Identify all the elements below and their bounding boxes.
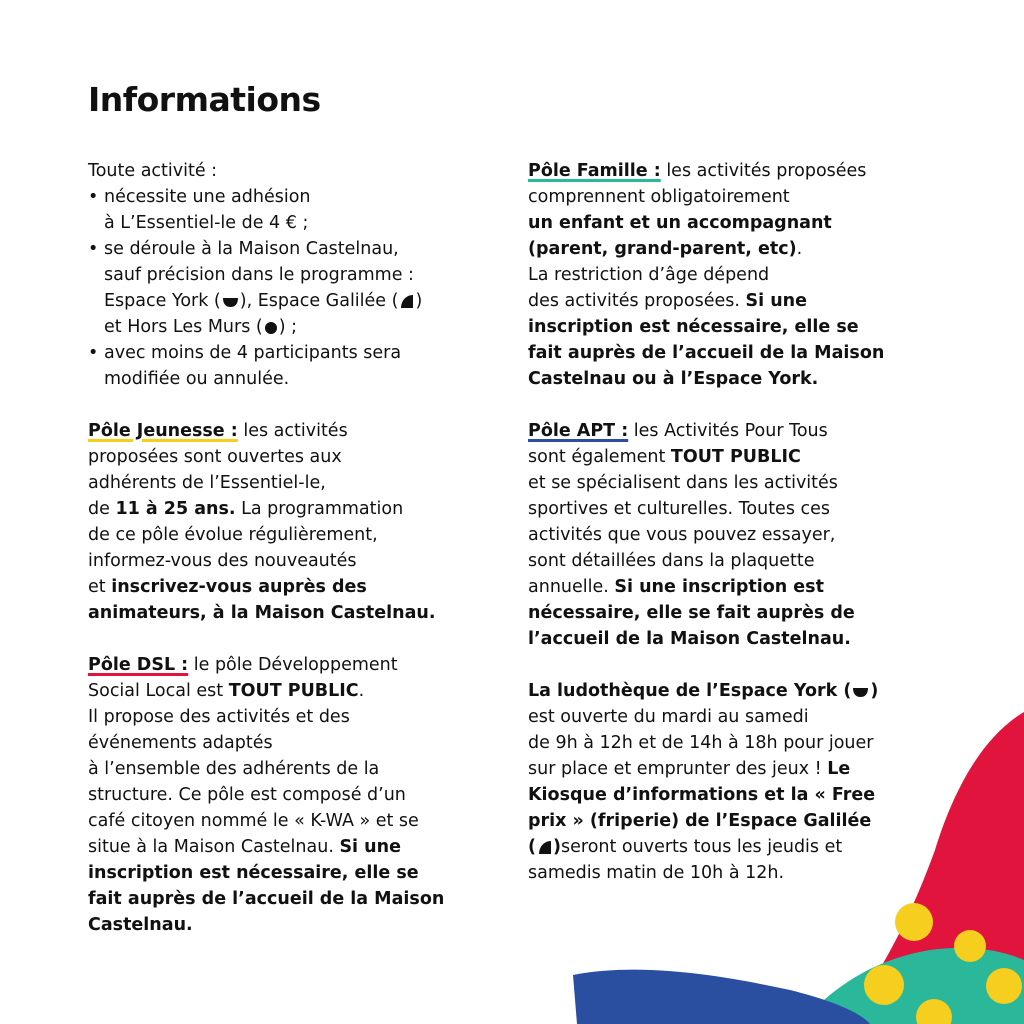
body-text: à l’ensemble des adhérents de la	[88, 759, 380, 779]
condition-text: )	[415, 291, 423, 311]
emphasis-text: nécessaire, elle se fait auprès de	[528, 603, 855, 623]
body-text: les activités proposées	[660, 161, 867, 181]
emphasis-text: Si une	[745, 291, 807, 311]
body-text: sont détaillées dans la plaquette	[528, 551, 815, 571]
condition-text: à L’Essentiel-le de 4 € ;	[104, 213, 309, 233]
condition-location	[88, 236, 508, 340]
pole-dsl-label: Pôle DSL :	[88, 655, 189, 675]
body-text: sont également	[528, 447, 671, 467]
condition-text: sauf précision dans le programme :	[104, 265, 414, 285]
page-title: Informations	[88, 80, 321, 119]
condition-text: avec moins de 4 participants sera	[104, 343, 402, 363]
general-info	[88, 158, 508, 392]
condition-text: se déroule à la Maison Castelnau,	[104, 239, 399, 259]
condition-text: nécessite une adhésion	[104, 187, 311, 207]
body-text: informez-vous des nouveautés	[88, 551, 357, 571]
body-text: proposées sont ouvertes aux	[88, 447, 342, 467]
emphasis-text: Si une inscription est	[614, 577, 824, 597]
emphasis-text: inscription est nécessaire, elle se	[88, 863, 419, 883]
condition-text: Espace York (	[104, 291, 221, 311]
emphasis-text: fait auprès de l’accueil de la Maison	[528, 343, 885, 363]
emphasis-text: (	[528, 837, 536, 857]
body-text: .	[358, 681, 365, 701]
body-text: activités que vous pouvez essayer,	[528, 525, 836, 545]
emphasis-text: (parent, grand-parent, etc)	[528, 239, 797, 259]
pole-jeunesse	[88, 418, 508, 626]
condition-membership	[88, 184, 508, 236]
emphasis-text: inscription est nécessaire, elle se	[528, 317, 859, 337]
body-text: seront ouverts tous les jeudis et	[561, 837, 843, 857]
condition-text: ), Espace Galilée (	[239, 291, 399, 311]
body-text: événements adaptés	[88, 733, 273, 753]
emphasis-text: inscrivez-vous auprès des	[111, 577, 367, 597]
pole-jeunesse-label: Pôle Jeunesse :	[88, 421, 238, 441]
emphasis-text: Si une	[339, 837, 401, 857]
pole-famille	[528, 158, 948, 392]
dot-icon	[264, 321, 278, 335]
body-text: adhérents de l’Essentiel-le,	[88, 473, 326, 493]
emphasis-text: Castelnau.	[88, 915, 193, 935]
right-column	[528, 158, 948, 912]
emphasis-text: TOUT PUBLIC	[228, 681, 359, 701]
emphasis-text: un enfant et un accompagnant	[528, 213, 832, 233]
pole-famille-label: Pôle Famille :	[528, 161, 661, 181]
body-text: de	[88, 499, 116, 519]
emphasis-text: Castelnau ou à l’Espace York.	[528, 369, 819, 389]
emphasis-text: l’accueil de la Maison Castelnau.	[528, 629, 851, 649]
emphasis-text: prix » (friperie) de l’Espace Galilée	[528, 811, 872, 831]
pole-apt-label: Pôle APT :	[528, 421, 629, 441]
emphasis-text: Kiosque d’informations et la « Free	[528, 785, 876, 805]
body-text: structure. Ce pôle est composé d’un	[88, 785, 406, 805]
body-text: annuelle.	[528, 577, 615, 597]
bowl-shape-icon	[852, 685, 869, 699]
body-text: le pôle Développement	[188, 655, 398, 675]
emphasis-text: animateurs, à la Maison Castelnau.	[88, 603, 436, 623]
emphasis-text: TOUT PUBLIC	[670, 447, 801, 467]
age-range: 11 à 25 ans.	[115, 499, 236, 519]
body-text: des activités proposées.	[528, 291, 746, 311]
body-text: et se spécialisent dans les activités	[528, 473, 838, 493]
body-text: samedis matin de 10h à 12h.	[528, 863, 785, 883]
blue-shape	[573, 970, 870, 1024]
left-column	[88, 158, 508, 964]
ludotheque-info	[528, 678, 948, 886]
emphasis-text: )	[870, 681, 879, 701]
yellow-dot	[954, 930, 986, 962]
emphasis-text: Le	[827, 759, 851, 779]
body-text: sportives et culturelles. Toutes ces	[528, 499, 831, 519]
emphasis-text: fait auprès de l’accueil de la Maison	[88, 889, 445, 909]
body-text: Il propose des activités et des	[88, 707, 350, 727]
general-intro: Toute activité :	[88, 161, 218, 181]
body-text: est ouverte du mardi au samedi	[528, 707, 809, 727]
yellow-dot	[986, 968, 1022, 1004]
condition-participants	[88, 340, 508, 392]
body-text: La programmation	[235, 499, 404, 519]
body-text: de 9h à 12h et de 14h à 18h pour jouer	[528, 733, 874, 753]
body-text: La restriction d’âge dépend	[528, 265, 770, 285]
condition-text: modifiée ou annulée.	[104, 369, 290, 389]
emphasis-text: )	[553, 837, 561, 857]
body-text: comprennent obligatoirement	[528, 187, 790, 207]
body-text: Social Local est	[88, 681, 229, 701]
body-text: les Activités Pour Tous	[628, 421, 828, 441]
body-text: situe à la Maison Castelnau.	[88, 837, 340, 857]
quarter-shape-icon	[399, 294, 414, 309]
bowl-shape-icon	[222, 295, 239, 309]
body-text: les activités	[237, 421, 348, 441]
body-text: sur place et emprunter des jeux !	[528, 759, 828, 779]
condition-text: et Hors Les Murs (	[104, 317, 263, 337]
pole-apt	[528, 418, 948, 652]
body-text: café citoyen nommé le « K-WA » et se	[88, 811, 419, 831]
body-text: et	[88, 577, 112, 597]
body-text: de ce pôle évolue régulièrement,	[88, 525, 378, 545]
quarter-shape-icon	[537, 840, 552, 855]
emphasis-text: La ludothèque de l’Espace York (	[528, 681, 852, 701]
condition-text: ) ;	[278, 317, 298, 337]
general-conditions-list	[88, 184, 508, 392]
yellow-dot	[864, 965, 904, 1005]
pole-dsl	[88, 652, 508, 938]
body-text: .	[796, 239, 803, 259]
